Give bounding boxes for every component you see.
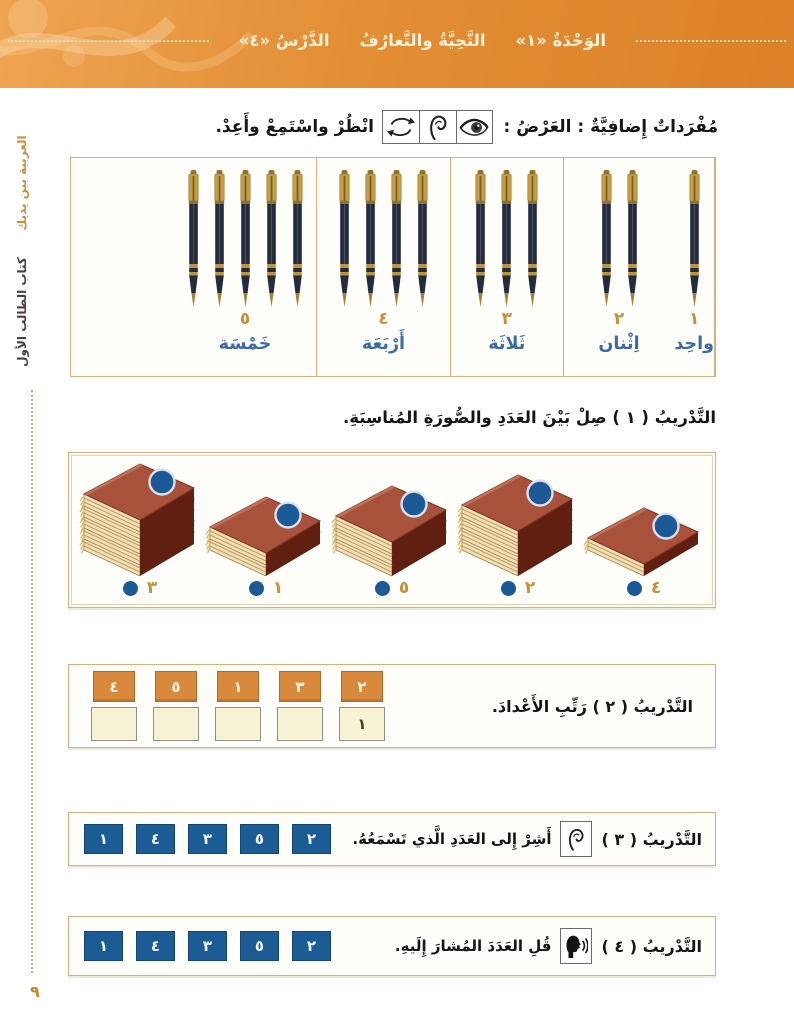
- vocab-numeral: ١: [689, 309, 700, 329]
- number-tile[interactable]: ١: [84, 824, 123, 854]
- book-stacks-row: [69, 453, 715, 607]
- repeat-icon: [382, 110, 420, 144]
- ear-icon: [419, 110, 457, 144]
- speaking-icon: [560, 928, 592, 964]
- header-dotted-line-left: [8, 40, 209, 42]
- answer-box[interactable]: [153, 707, 199, 741]
- number-tile[interactable]: ٣: [188, 931, 227, 961]
- number-tile[interactable]: ٤: [136, 824, 175, 854]
- number-tile[interactable]: ٥: [240, 931, 279, 961]
- eye-icon: [455, 110, 493, 144]
- exercise4-row: [69, 917, 715, 975]
- vocab-column: [174, 158, 317, 376]
- connector-dot[interactable]: [249, 581, 264, 596]
- header-row: [0, 31, 794, 50]
- number-tile[interactable]: ٢: [341, 671, 383, 702]
- vocab-numeral: ٢: [613, 309, 625, 329]
- books-image: [330, 474, 454, 576]
- pens-image: [336, 158, 431, 307]
- stack-numeral: ٥: [398, 578, 410, 598]
- vocab-word: أَرْبَعَة: [361, 334, 406, 354]
- vocab-column: [674, 158, 715, 376]
- numbers-vocab-table: [70, 157, 716, 377]
- exercise2-box: [68, 664, 716, 748]
- stack-numeral: ٢: [524, 578, 536, 598]
- pens-image: [185, 158, 306, 307]
- stack-caption: [375, 579, 409, 597]
- ear-icon: [560, 821, 592, 857]
- exercise4-box: [68, 916, 716, 976]
- pens-image: [598, 158, 641, 307]
- intro-line: [215, 104, 718, 150]
- connector-dot[interactable]: [627, 581, 642, 596]
- connector-dot[interactable]: [375, 581, 390, 596]
- vocab-column: [451, 158, 564, 376]
- number-tile[interactable]: ٣: [188, 824, 227, 854]
- vocab-numeral: ٥: [239, 309, 251, 329]
- stack-caption: [627, 579, 661, 597]
- intro-label: مُفْرَداتٌ إِضافِيَّةٌ : العَرْضُ :: [503, 117, 718, 137]
- lesson-label: الدَّرْسُ «٤»: [238, 31, 330, 50]
- activity-icons: [384, 110, 494, 144]
- vocab-word: اِثْنان: [598, 334, 640, 354]
- book-stack-item[interactable]: [329, 474, 455, 597]
- number-tile[interactable]: ٢: [292, 824, 331, 854]
- answer-box[interactable]: ١: [339, 707, 385, 741]
- book-stack-item[interactable]: [203, 485, 329, 597]
- stack-caption: [249, 579, 283, 597]
- vocab-column: [564, 158, 675, 376]
- answer-box[interactable]: [91, 707, 137, 741]
- exercise3-instruction: أَشِرْ إِلى العَدَدِ الَّذي تَسْمَعُهُ.: [352, 830, 552, 848]
- connector-dot[interactable]: [123, 581, 138, 596]
- exercise4-tiles: [84, 931, 331, 961]
- pens-image: [686, 158, 703, 307]
- exercise4-instruction: قُلِ العَدَدَ المُشارَ إِلَيهِ.: [394, 937, 552, 955]
- books-image: [582, 496, 706, 576]
- sidebar-dotted-line: [31, 390, 33, 973]
- number-tile[interactable]: ٤: [93, 671, 135, 702]
- connector-dot[interactable]: [501, 581, 516, 596]
- tile-column: [215, 671, 261, 741]
- books-image: [456, 463, 580, 576]
- number-tile[interactable]: ١: [217, 671, 259, 702]
- exercise3-row: [69, 813, 715, 865]
- vocab-word: خَمْسَة: [218, 334, 272, 354]
- number-ordering-tiles: [91, 671, 385, 741]
- vocab-numeral: ٣: [501, 309, 512, 329]
- tile-column: [91, 671, 137, 741]
- unit-label: الوَحْدَةُ «١»: [515, 31, 606, 50]
- exercise3-title: التَّدْريبُ ( ٣ ): [601, 829, 702, 849]
- stack-caption: [501, 579, 535, 597]
- vocab-numeral: ٤: [378, 309, 389, 329]
- books-image: [78, 452, 202, 576]
- course-title: التَّحِيَّةُ والتَّعارُفُ: [359, 31, 486, 50]
- header-dotted-line-right: [636, 40, 786, 42]
- vocab-word: ثَلاثَة: [488, 334, 526, 354]
- exercise4-title: التَّدْريبُ ( ٤ ): [601, 936, 702, 956]
- tile-column: [339, 671, 385, 741]
- book-stack-item[interactable]: [77, 452, 203, 597]
- tile-column: [153, 671, 199, 741]
- number-tile[interactable]: ٥: [240, 824, 279, 854]
- exercise2-row: [69, 665, 715, 747]
- tile-column: [277, 671, 323, 741]
- vocab-word: واحِد: [674, 334, 714, 354]
- page-header: [0, 0, 794, 88]
- exercise1-title: التَّدْريبُ ( ١ ) صِلْ بَيْنَ العَدَدِ والصُّورَةِ المُناسِبَةِ.: [342, 408, 716, 427]
- number-tile[interactable]: ٢: [292, 931, 331, 961]
- intro-instruction: انْظُرْ واسْتَمِعْ وأَعِدْ.: [215, 117, 374, 137]
- books-image: [204, 485, 328, 576]
- number-tile[interactable]: ١: [84, 931, 123, 961]
- number-tile[interactable]: ٣: [279, 671, 321, 702]
- page-number: ٩: [30, 982, 40, 1001]
- answer-box[interactable]: [215, 707, 261, 741]
- sidebar-book-title: كتاب الطالب الأول: [15, 257, 29, 367]
- number-tile[interactable]: ٥: [155, 671, 197, 702]
- exercise1-box: [68, 452, 716, 608]
- exercise3-tiles: [84, 824, 331, 854]
- book-stack-item[interactable]: [455, 463, 581, 597]
- answer-box[interactable]: [277, 707, 323, 741]
- stack-numeral: ٣: [146, 578, 158, 598]
- pens-image: [472, 158, 541, 307]
- exercise3-box: [68, 812, 716, 866]
- stack-numeral: ٤: [650, 578, 662, 598]
- stack-caption: [123, 579, 157, 597]
- sidebar-series-title: العربية بين يديك: [15, 135, 29, 231]
- number-tile[interactable]: ٤: [136, 931, 175, 961]
- book-stack-item[interactable]: [581, 496, 707, 597]
- exercise2-title: التَّدْريبُ ( ٢ ) رَتِّبِ الأَعْدادَ.: [491, 696, 693, 716]
- stack-numeral: ١: [272, 578, 284, 598]
- vocab-column: [317, 158, 451, 376]
